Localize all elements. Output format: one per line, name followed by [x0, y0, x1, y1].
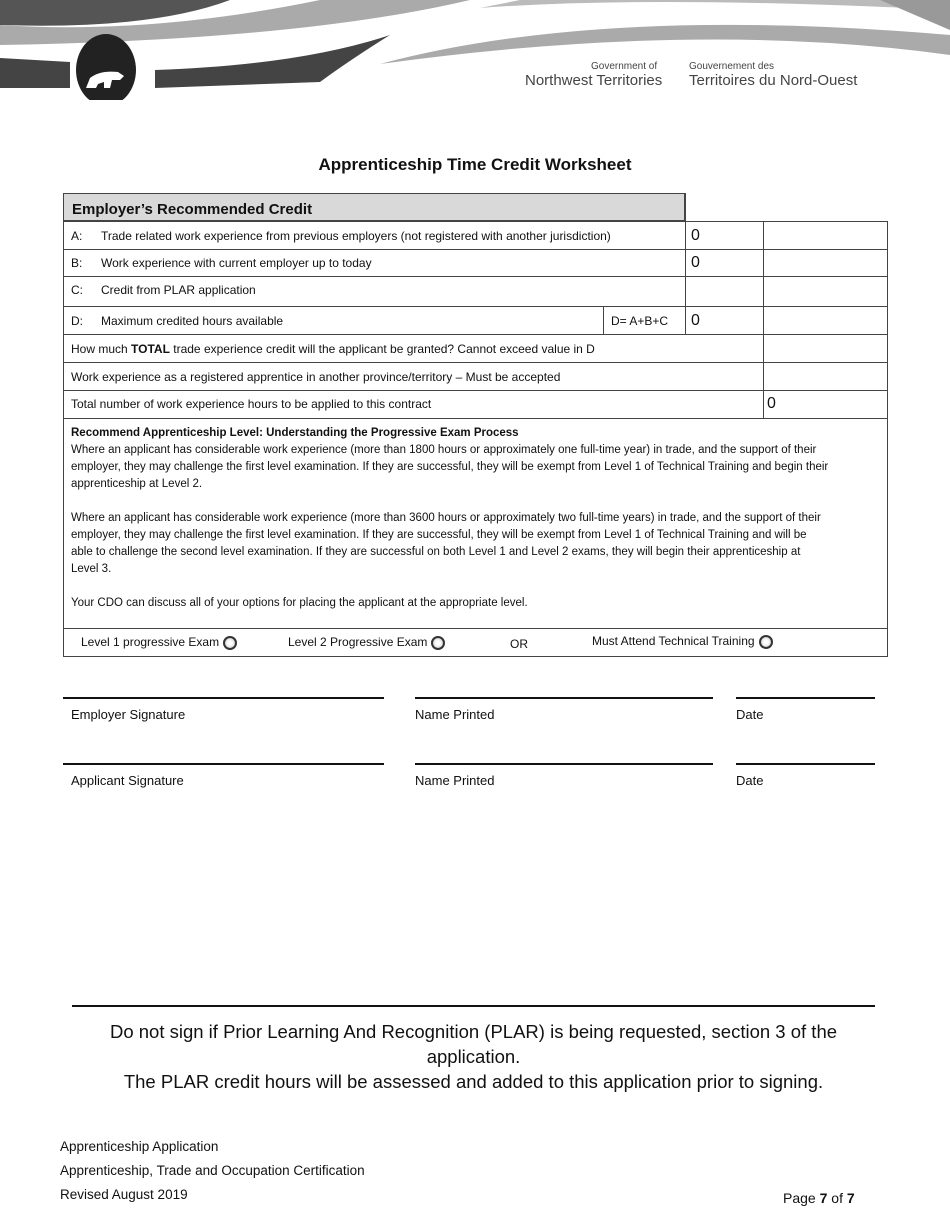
option-training[interactable]: Must Attend Technical Training: [592, 634, 773, 649]
registered-apprentice-row: Work experience as a registered apprentice in another province/territory – Must be accepted: [71, 370, 561, 384]
total-credit-question: How much TOTAL trade experience credit will the applicant be granted? Cannot exceed value in D: [71, 342, 595, 356]
notice-line2: The PLAR credit hours will be assessed and added to this application prior to signing.: [123, 1071, 824, 1092]
row-label: Maximum credited hours available: [101, 314, 284, 328]
row-d-value-field[interactable]: 0: [691, 312, 700, 329]
page-title: Apprenticeship Time Credit Worksheet: [318, 155, 632, 174]
notice-line1: Do not sign if Prior Learning And Recognition (PLAR) is being requested, section 3 of the application.: [109, 1021, 838, 1067]
total-hours-field[interactable]: 0: [767, 395, 776, 412]
recommend-p1: Where an applicant has considerable work experience (more than 1800 hours or approximately one full-time year) in trade, and the support of their employer, they may challenge the first level examination. If they are successful, they will be exempt from Level 1 of Technical Training and begin their apprenticeship at Level 2.: [71, 444, 829, 490]
footer-line2: Apprenticeship, Trade and Occupation Certification: [60, 1163, 365, 1178]
applicant-name-line[interactable]: [415, 763, 713, 765]
applicant-signature-label: Applicant Signature: [71, 773, 184, 788]
row-label: Credit from PLAR application: [101, 283, 256, 297]
gov-fr: Territoires du Nord-Ouest: [689, 72, 858, 89]
gov-en-small: Government of: [591, 61, 658, 72]
row-b-value-field[interactable]: 0: [691, 254, 700, 271]
divider: [72, 1005, 875, 1007]
row-a-value-field[interactable]: 0: [691, 227, 700, 244]
applicant-signature-line[interactable]: [63, 763, 384, 765]
name-printed-label: Name Printed: [415, 773, 495, 788]
row-d-formula: D= A+B+C: [611, 314, 669, 328]
page-number: Page 7 of 7: [783, 1190, 855, 1206]
employer-signature-line[interactable]: [63, 697, 384, 699]
section-header: [63, 193, 685, 221]
total-hours-label: Total number of work experience hours to be applied to this contract: [71, 397, 432, 411]
footer-line3: Revised August 2019: [60, 1187, 188, 1202]
recommend-heading: Recommend Apprenticeship Level: Understanding the Progressive Exam Process: [71, 427, 519, 439]
date-label: Date: [736, 773, 764, 788]
row-letter: C:: [71, 283, 83, 297]
gov-en: Northwest Territories: [525, 72, 663, 89]
footer-line1: Apprenticeship Application: [60, 1139, 219, 1154]
employer-name-line[interactable]: [415, 697, 713, 699]
training-radio[interactable]: [759, 635, 773, 649]
polar-bear-logo-icon: [76, 34, 136, 100]
row-label: Work experience with current employer up to today: [101, 256, 372, 270]
section-header-label: Employer’s Recommended Credit: [72, 201, 313, 218]
name-printed-label: Name Printed: [415, 707, 495, 722]
option-level2[interactable]: Level 2 Progressive Exam: [288, 635, 445, 650]
recommend-p2: Where an applicant has considerable work experience (more than 3600 hours or approximately two full-time years) in trade, and the support of their employer, they may challenge the first level examination. If they are successful, they will be exempt from Level 1 of Technical Training and will be able to challenge the second level examination. If they are successful on both Level 1 and Level 2 exams, they will begin their apprenticeship at Level 3.: [71, 512, 821, 575]
employer-date-line[interactable]: [736, 697, 875, 699]
row-letter: A:: [71, 229, 83, 243]
plar-notice: [72, 1019, 875, 1094]
applicant-date-line[interactable]: [736, 763, 875, 765]
employer-signature-label: Employer Signature: [71, 707, 186, 722]
row-label: Trade related work experience from previous employers (not registered with another jurisdiction): [101, 229, 611, 243]
or-label: OR: [510, 637, 528, 651]
level1-radio[interactable]: [223, 636, 237, 650]
recommend-p3: Your CDO can discuss all of your options for placing the applicant at the appropriate level.: [71, 597, 528, 609]
gov-fr-small: Gouvernement des: [689, 61, 775, 72]
row-letter: D:: [71, 314, 83, 328]
date-label: Date: [736, 707, 764, 722]
level2-radio[interactable]: [431, 636, 445, 650]
row-c-value-field[interactable]: [691, 282, 761, 302]
row-letter: B:: [71, 256, 83, 270]
option-level1[interactable]: Level 1 progressive Exam: [81, 635, 237, 650]
